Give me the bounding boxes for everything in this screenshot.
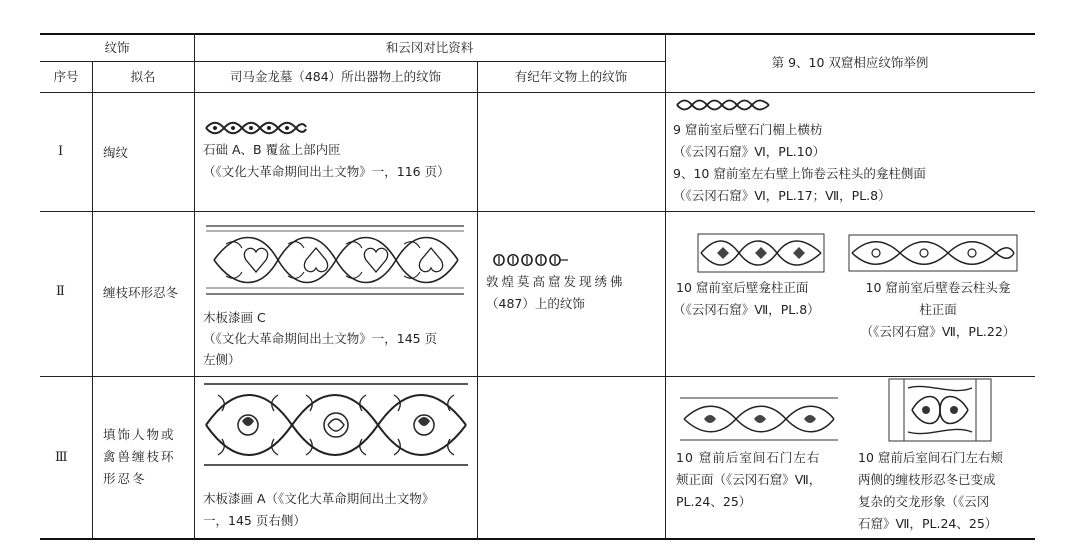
row1-sima-text-2: （《文化大革命期间出土文物》一，116 页） bbox=[203, 164, 450, 179]
row3-name-3: 形忍冬 bbox=[103, 471, 147, 486]
row3-caves-left-text-2: 颊正面（《云冈石窟》Ⅶ， bbox=[676, 472, 822, 487]
header-yungang-group: 和云冈对比资料 bbox=[385, 40, 474, 55]
col-divider-sima bbox=[477, 61, 478, 539]
col-divider-dated bbox=[665, 33, 666, 539]
row1-sima-text-1: 石础 A、B 覆盆上部内匝 bbox=[203, 142, 341, 157]
row3-caves-right-text-3: 复杂的交龙形象（《云冈 bbox=[858, 494, 990, 509]
row2-caves-left-text-2: （《云冈石窟》Ⅶ，PL.8） bbox=[673, 302, 820, 317]
row2-caves-right-ornament bbox=[848, 234, 1018, 272]
header-sub-rule bbox=[40, 61, 665, 62]
header-col-name: 拟名 bbox=[130, 69, 156, 84]
row2-sima-scroll-ornament bbox=[206, 224, 464, 296]
row1-caves-text-1: 9 窟前室后壁石门楣上横枋 bbox=[673, 122, 823, 137]
row2-sima-text-2: （《文化大革命期间出土文物》一，145 页 bbox=[203, 331, 438, 346]
row1-bottom-rule bbox=[40, 211, 1035, 212]
header-caves-group: 第 9、10 双窟相应纹饰举例 bbox=[771, 55, 929, 70]
row3-caves-left-text-3: PL.24、25） bbox=[676, 494, 752, 509]
row3-caves-right-text-4: 石窟》Ⅶ，PL.24、25） bbox=[858, 516, 998, 531]
row2-dated-embroidery-ornament bbox=[490, 253, 572, 267]
row2-number: Ⅱ bbox=[56, 284, 65, 299]
row3-name-1: 填饰人物或 bbox=[103, 427, 176, 442]
row2-sima-text-1: 木板漆画 C bbox=[203, 310, 266, 325]
row1-caves-twist-ornament bbox=[675, 99, 771, 112]
row1-name: 绹纹 bbox=[103, 145, 129, 160]
col-divider-name bbox=[194, 33, 195, 539]
row1-number: Ⅰ bbox=[58, 144, 64, 159]
row3-caves-left-ornament bbox=[680, 396, 838, 442]
row3-sima-text-1: 木板漆画 A（《文化大革命期间出土文物》 bbox=[203, 491, 435, 506]
row3-caves-right-ornament bbox=[888, 378, 992, 442]
row2-name: 缠枝环形忍冬 bbox=[103, 285, 179, 300]
row3-number: Ⅲ bbox=[55, 450, 68, 465]
row1-caves-text-4: （《云冈石窟》Ⅵ，PL.17；Ⅶ，PL.8） bbox=[673, 188, 891, 203]
row3-caves-right-text-1: 10 窟前后室间石门左右颊 bbox=[858, 450, 1003, 465]
row1-sima-twist-ornament bbox=[204, 121, 308, 135]
table-bottom-rule bbox=[40, 538, 1035, 540]
row3-caves-right-text-2: 两侧的缠枝形忍冬已变成 bbox=[858, 472, 996, 487]
row1-caves-text-3: 9、10 窟前室左右壁上饰卷云柱头的龛柱侧面 bbox=[673, 166, 926, 181]
row3-sima-figural-ornament bbox=[204, 381, 468, 469]
row2-caves-right-text-3: （《云冈石窟》Ⅶ，PL.22） bbox=[860, 324, 1016, 339]
header-pattern-group: 纹饰 bbox=[104, 40, 130, 55]
row2-caves-left-text-1: 10 窟前室后壁龛柱正面 bbox=[676, 280, 809, 295]
row2-dated-text-1: 敦煌莫高窟发现绣佛 bbox=[486, 274, 626, 289]
row3-name-2: 禽兽缠枝环 bbox=[103, 449, 176, 464]
header-col-sima: 司马金龙墓（484）所出器物上的纹饰 bbox=[229, 69, 442, 84]
row3-caves-left-text-1: 10 窟前后室间石门左右 bbox=[676, 450, 821, 465]
row2-sima-text-3: 左侧） bbox=[203, 352, 241, 367]
row1-caves-text-2: （《云冈石窟》Ⅵ，PL.10） bbox=[673, 144, 826, 159]
header-bottom-rule bbox=[40, 92, 1035, 93]
row2-caves-right-text-2: 柱正面 bbox=[919, 302, 957, 317]
row2-caves-left-ornament bbox=[697, 233, 825, 273]
header-col-dated: 有纪年文物上的纹饰 bbox=[514, 69, 628, 84]
row2-bottom-rule bbox=[40, 376, 1035, 377]
row2-caves-right-text-1: 10 窟前室后壁卷云柱头龛 bbox=[865, 280, 1011, 295]
header-col-no: 序号 bbox=[53, 69, 79, 84]
table-top-rule bbox=[40, 33, 1035, 35]
row2-dated-text-2: （487）上的纹饰 bbox=[486, 296, 585, 311]
col-divider-no bbox=[92, 61, 93, 539]
row3-sima-text-2: 一，145 页右侧） bbox=[203, 513, 306, 528]
